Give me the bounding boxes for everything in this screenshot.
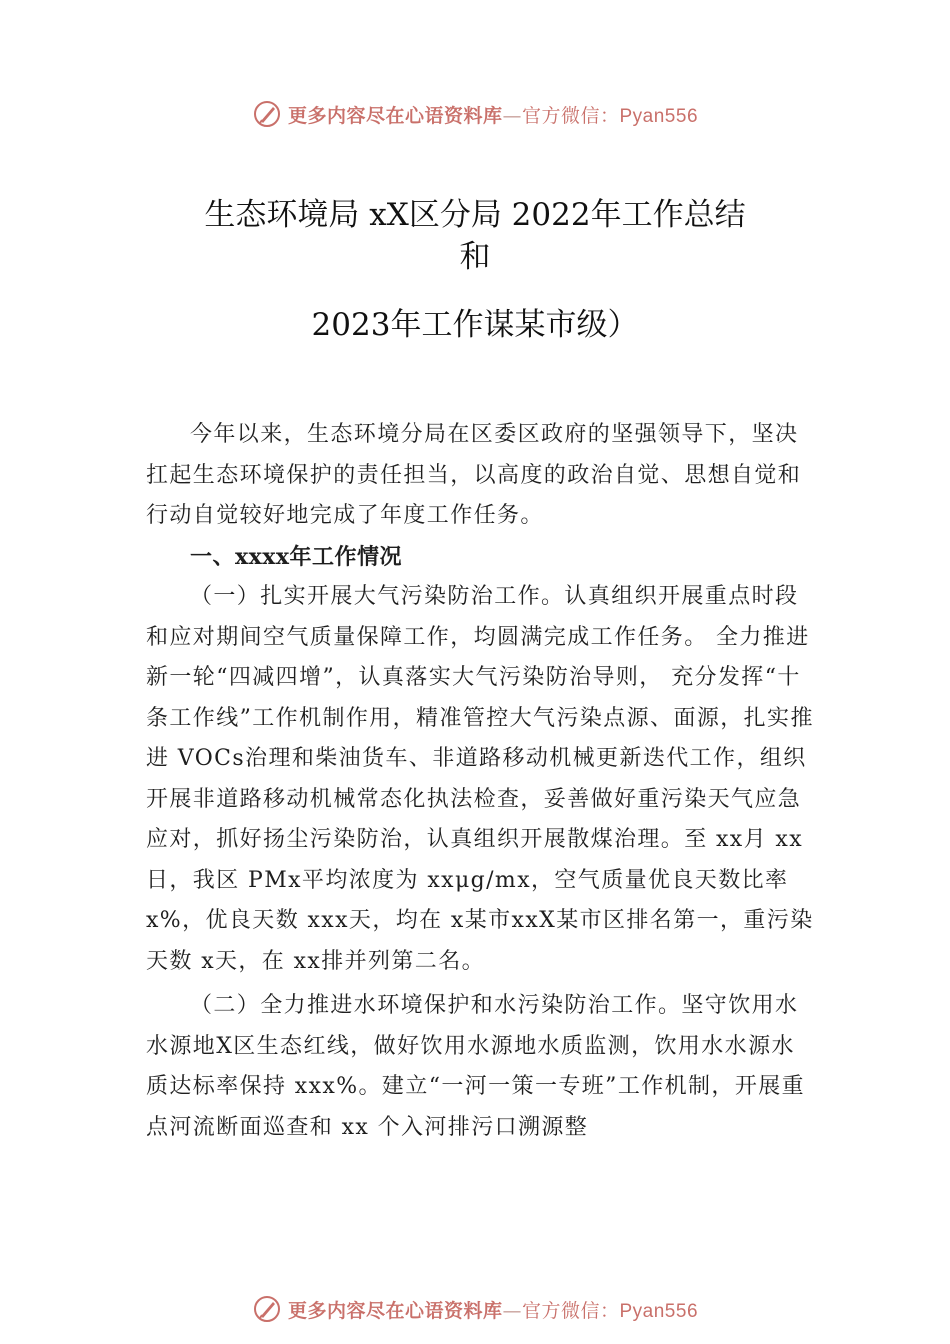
- water-pollution-paragraph: （二）全力推进水环境保护和水污染防治工作。坚守饮用水水源地X区生态红线，做好饮用水源地水质监测，饮用水水源水质达标率保持 xxx%。建立“一河一策一专班”工作机制，开展重点河流断面巡查和 xx 个入河排污口溯源整: [146, 993, 806, 1140]
- watermark-separator: —: [502, 104, 522, 127]
- watermark-handle: Pyan556: [619, 105, 699, 127]
- watermark-brand: 更多内容尽在心语资料库: [287, 104, 503, 127]
- document-title-line-1: 生态环境局 xX区分局 2022年工作总结: [204, 197, 746, 233]
- air-pollution-paragraph: （一）扎实开展大气污染防治工作。认真组织开展重点时段和应对期间空气质量保障工作，均圆满完成工作任务。 全力推进新一轮“四减四增”，认真落实大气污染防治导则， 充分发挥“十条工作线”工作机制作用，精准管控大气污染点源、面源，扎实推进 VOCs治理和柴油货车、非道路移动机械更新迭代工作，组织开展非道路移动机械常态化执法检查，妥善做好重污染天气应急应对，抓好扬尘污染防治，认真组织开展散煤治理。至 xx月 xx日，我区 PMx平均浓度为 xxμg/mx，空气质量优良天数比率 x%，优良天数 xxx天，均在 x某市xxX某市区排名第一，重污染天数 x天，在 xx排并列第二名。: [146, 584, 814, 974]
- watermark-brand: 更多内容尽在心语资料库: [287, 1299, 503, 1322]
- document-title-line-2: 和: [459, 239, 491, 275]
- quill-logo-icon: [252, 99, 282, 129]
- quill-logo-icon: [252, 1294, 282, 1324]
- watermark-contact: 官方微信：: [521, 1299, 620, 1322]
- watermark-handle: Pyan556: [619, 1300, 699, 1322]
- document-title-line-3: 2023年工作谋某市级）: [311, 307, 639, 343]
- footer-watermark: [0, 1289, 950, 1329]
- watermark-text: [288, 101, 698, 128]
- header-watermark: [0, 94, 950, 134]
- watermark-separator: —: [502, 1299, 522, 1322]
- intro-paragraph: 今年以来，生态环境分局在区委区政府的坚强领导下，坚决扛起生态环境保护的责任担当，以高度的政治自觉、思想自觉和行动自觉较好地完成了年度工作任务。: [146, 422, 802, 528]
- watermark-contact: 官方微信：: [521, 104, 620, 127]
- section-heading: 一、xxxx年工作情况: [190, 543, 402, 570]
- watermark-text: [288, 1296, 698, 1323]
- document-body: [146, 415, 816, 1148]
